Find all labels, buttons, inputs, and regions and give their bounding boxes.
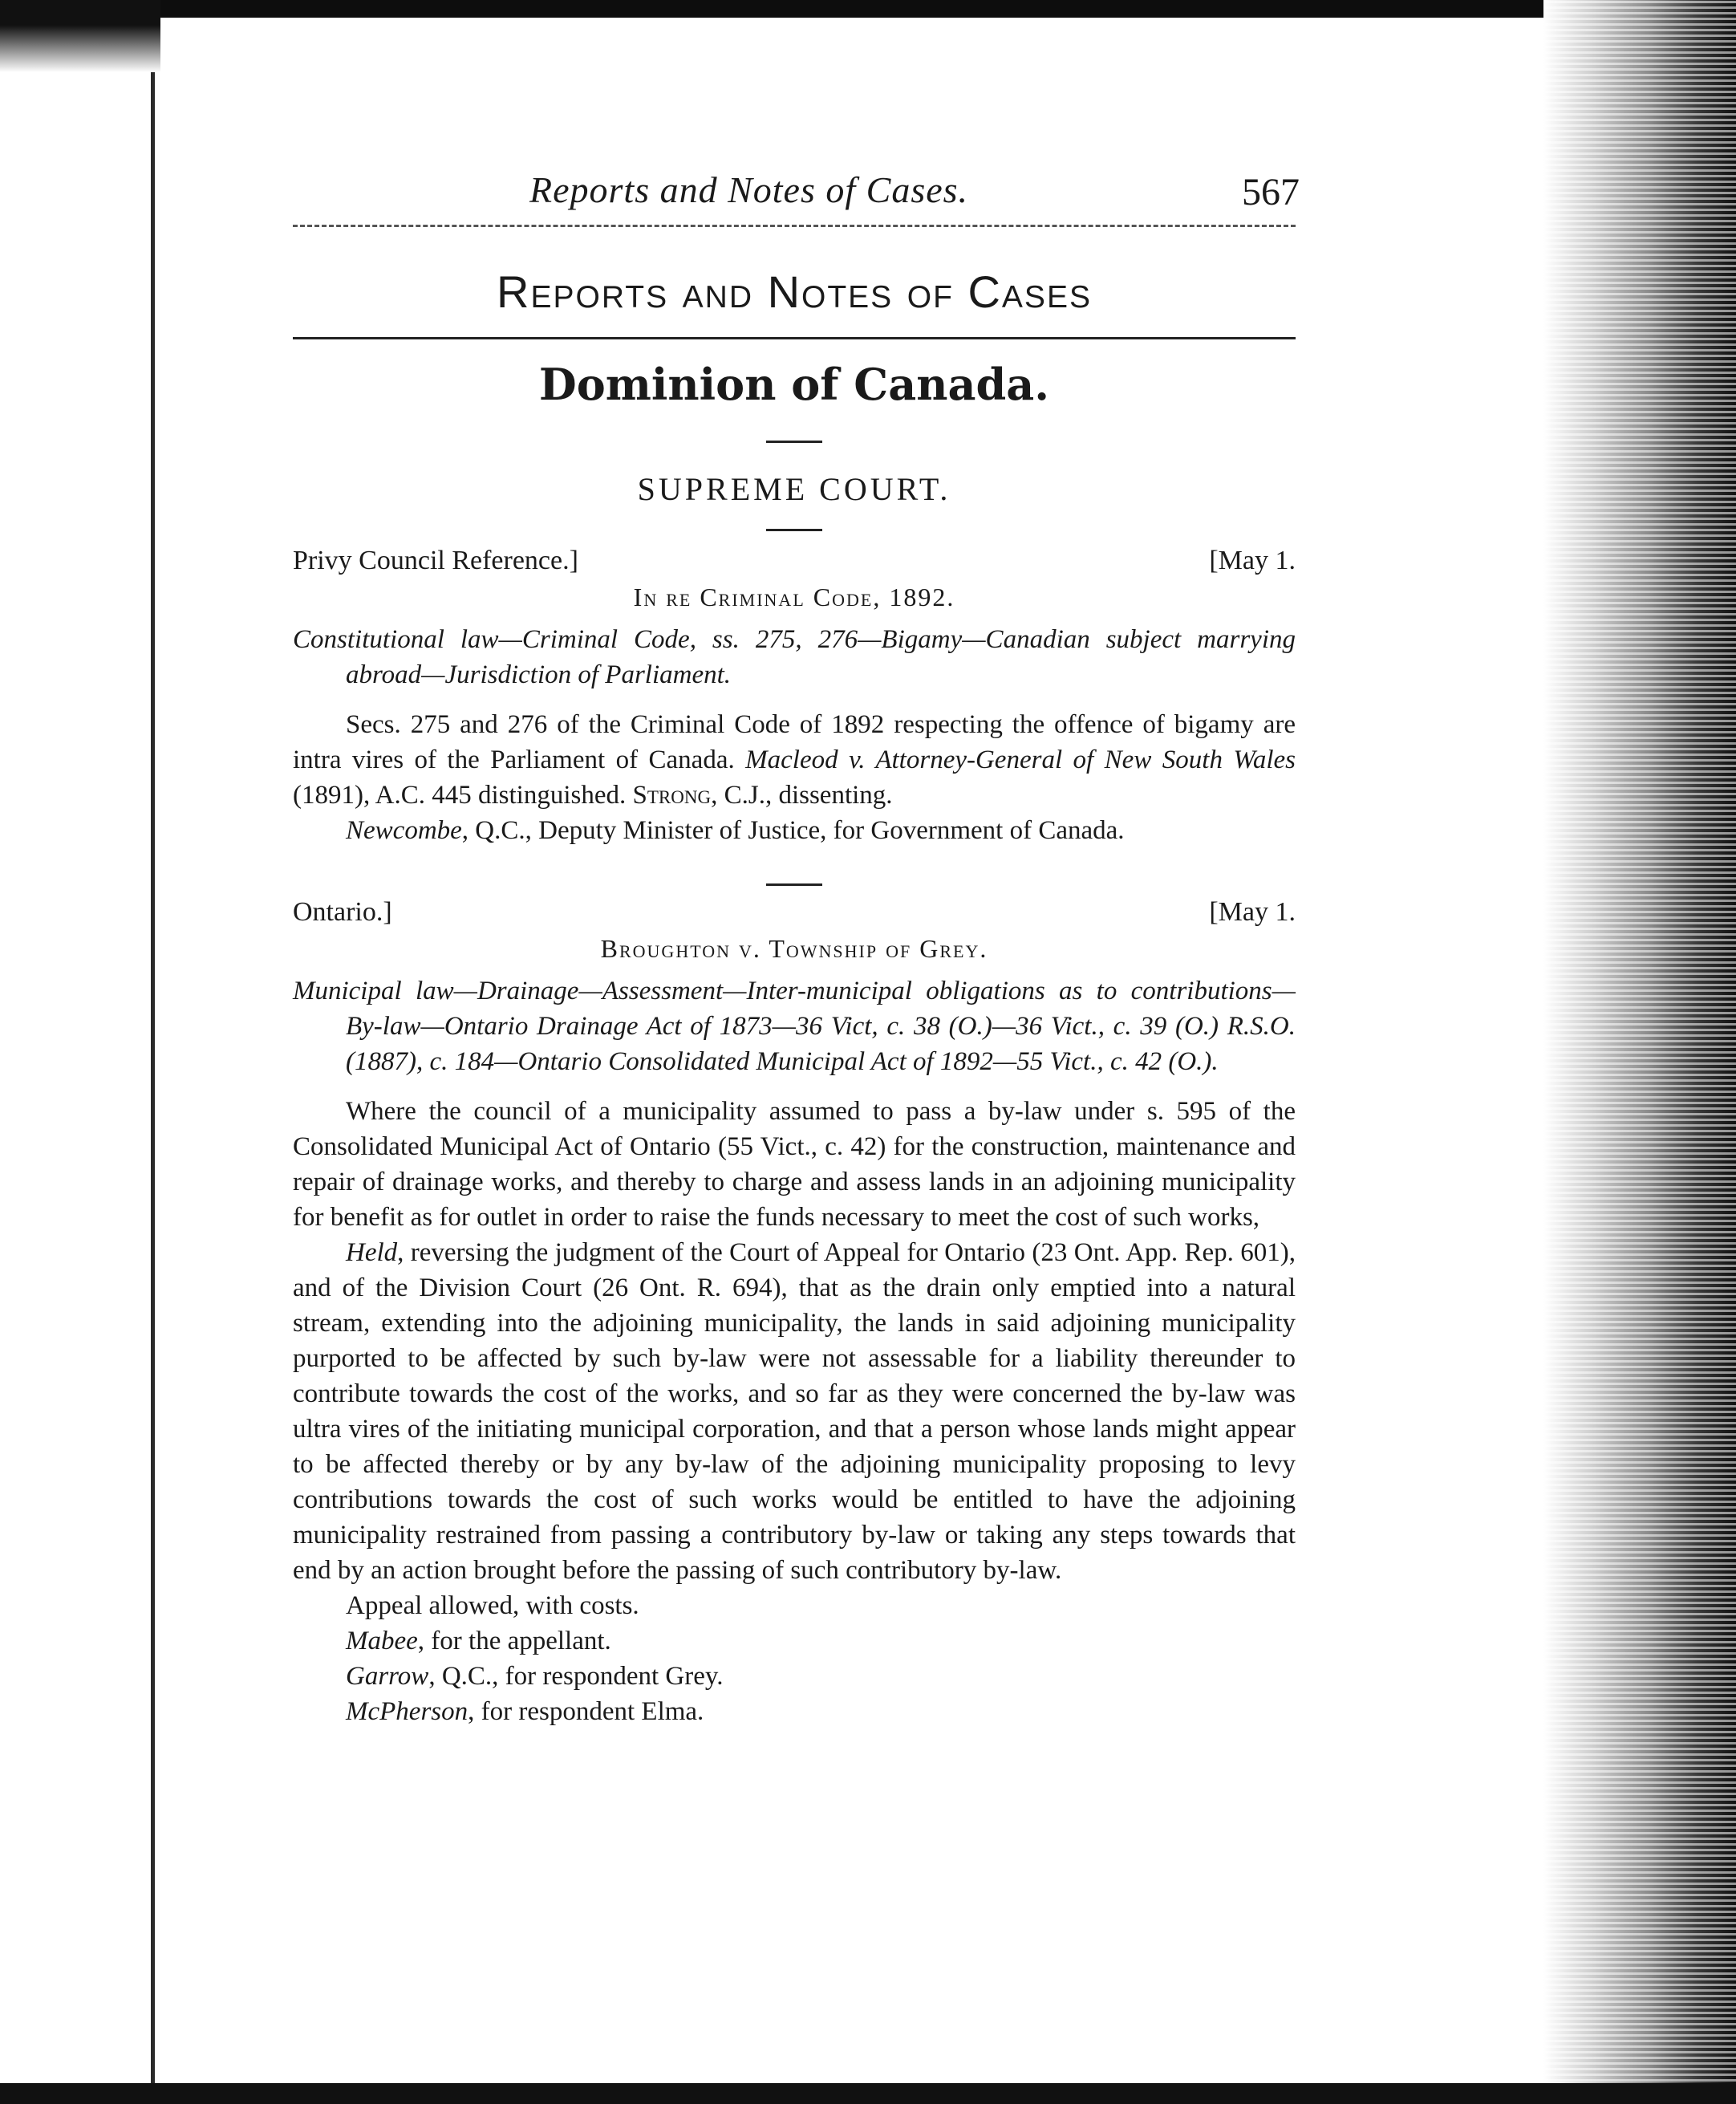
case-holding <box>293 1235 1296 1588</box>
header-rule <box>293 225 1296 227</box>
counsel-line <box>293 1694 1296 1729</box>
jurisdiction-heading: Dominion of Canada. <box>538 359 1050 410</box>
case-header <box>293 539 1296 579</box>
section-divider <box>766 441 822 443</box>
case-date: [May 1. <box>1209 897 1296 927</box>
scan-right-shadow <box>1543 0 1736 2104</box>
running-title: Reports and Notes of Cases. <box>529 169 969 210</box>
scan-bottom-edge <box>0 2083 1736 2104</box>
case-date: [May 1. <box>1209 546 1296 575</box>
case-origin: Ontario.] <box>293 897 392 927</box>
running-head <box>293 160 1300 225</box>
holding-text: , reversing the judgment of the Court of Appeal for Ontario (23 Ont. App. Rep. 601), and of the Division Court (26 Ont. R. 694), that as the drain only emptied into a natural stream, extending into the adjoining municipality, the lands in said adjoining municipality purported to be affected by such by-law were not assessable for a liability thereunder to contribute towards the cost of the works, and so far as they were concerned the by-law was ultra vires of the initiating municipal corporation, and that a person whose lands might appear to be affected thereby or by any by-law of the adjoining municipality proposing to levy contributions towards the cost of such works would be entitled to have the adjoining municipality restrained from passing a contributory by-law or taking any steps towards that end by an action brought before the passing of such contributory by-law. <box>293 1238 1296 1585</box>
main-title: Reports and Notes of Cases <box>497 266 1092 317</box>
case-origin: Privy Council Reference.] <box>293 546 578 575</box>
counsel-role: , Q.C., Deputy Minister of Justice, for Government of Canada. <box>461 816 1125 845</box>
case-result: Appeal allowed, with costs. <box>346 1591 639 1620</box>
dissenting-judge: Strong <box>632 781 712 810</box>
cited-case: Macleod v. Attorney-General of New South Wales <box>745 745 1296 774</box>
scan-binding-line <box>151 72 155 2104</box>
court-heading: SUPREME COURT. <box>637 471 951 507</box>
counsel-line <box>293 1659 1296 1694</box>
case-catchwords: Constitutional law—Criminal Code, ss. 275, 276—Bigamy—Canadian subject marrying abroad—Jurisdiction of Parliament. <box>293 625 1296 689</box>
counsel-role: , for the appellant. <box>417 1627 611 1655</box>
counsel-name: Garrow <box>346 1662 429 1691</box>
held-word: Held <box>346 1238 398 1267</box>
page-content <box>293 160 1300 1729</box>
holding-text: , C.J., dissenting. <box>711 781 893 810</box>
counsel-role: , for respondent Elma. <box>468 1697 704 1726</box>
scan-left-shadow <box>0 0 160 72</box>
counsel-name: Newcombe <box>346 816 462 845</box>
counsel-line <box>293 813 1296 848</box>
holding-text: Secs. 275 and 276 of the Criminal Code of 1892 respecting the offence of bigamy are intra vires of the Parliament of Canada. <box>293 710 1296 774</box>
holding-text: (1891), A.C. 445 distinguished. <box>293 781 633 810</box>
scan-top-edge <box>0 0 1736 18</box>
case-header <box>293 891 1296 931</box>
counsel-line <box>293 1623 1296 1659</box>
case-holding <box>293 707 1296 813</box>
case-catchwords: Municipal law—Drainage—Assessment—Inter-municipal obligations as to contributions—By-law—Ontario Drainage Act of 1873—36 Vict, c. 38 (O.)—36 Vict., c. 39 (O.) R.S.O. (1887), c. 184—Ontario Consolidated Municipal Act of 1892—55 Vict., c. 42 (O.). <box>293 977 1296 1076</box>
case-broughton <box>293 891 1296 1729</box>
case-facts: Where the council of a municipality assumed to pass a by-law under s. 595 of the Consolidated Municipal Act of Ontario (55 Vict., c. 42) for the construction, maintenance and repair of drainage works, and thereby to charge and assess lands in an adjoining municipality for benefit as for outlet in order to raise the funds necessary to meet the cost of such works, <box>293 1097 1296 1232</box>
case-criminal-code <box>293 539 1296 848</box>
case-title: Broughton v. Township of Grey. <box>600 934 988 963</box>
section-divider <box>766 883 822 886</box>
title-rule <box>293 337 1296 339</box>
page-number: 567 <box>1242 171 1300 213</box>
counsel-role: , Q.C., for respondent Grey. <box>428 1662 724 1691</box>
section-divider <box>766 529 822 531</box>
counsel-name: McPherson <box>346 1697 468 1726</box>
case-title: In re Criminal Code, 1892. <box>633 583 955 611</box>
counsel-name: Mabee <box>346 1627 418 1655</box>
